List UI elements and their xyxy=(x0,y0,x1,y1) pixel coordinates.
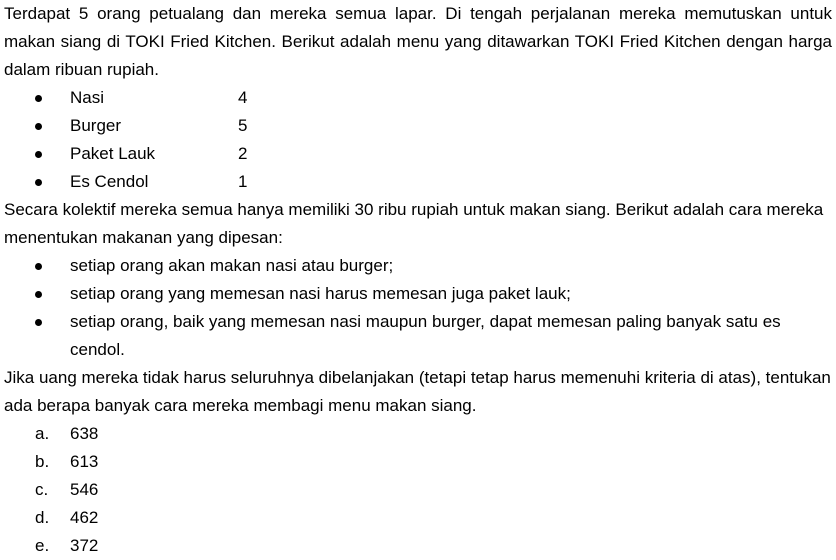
menu-item-price: 1 xyxy=(238,172,248,191)
menu-item-name: Es Cendol xyxy=(70,172,149,191)
bullet-icon xyxy=(35,319,42,326)
question-paragraph: Jika uang mereka tidak harus seluruhnya dibelanjakan (tetapi tetap harus memenuhi kriteria di atas), tentukan ada berapa banyak cara mereka membagi menu makan siang. xyxy=(4,368,831,415)
rule-item xyxy=(4,308,832,364)
menu-list xyxy=(4,84,832,196)
option-value: 546 xyxy=(70,480,99,499)
bullet-icon xyxy=(35,291,42,298)
option-value: 613 xyxy=(70,452,99,471)
menu-item-price: 2 xyxy=(238,144,248,163)
menu-item xyxy=(4,84,832,112)
menu-item-price: 5 xyxy=(238,116,248,135)
menu-item xyxy=(4,140,832,168)
option-letter: a. xyxy=(35,424,50,443)
answer-option-c[interactable] xyxy=(4,476,832,504)
option-letter: b. xyxy=(35,452,50,471)
answer-option-e[interactable] xyxy=(4,532,832,560)
answer-option-b[interactable] xyxy=(4,448,832,476)
answer-option-d[interactable] xyxy=(4,504,832,532)
rules-list xyxy=(4,252,832,364)
rule-item xyxy=(4,252,832,280)
answer-option-a[interactable] xyxy=(4,420,832,448)
bullet-icon xyxy=(35,151,42,158)
menu-item xyxy=(4,112,832,140)
option-letter: d. xyxy=(35,508,50,527)
bullet-icon xyxy=(35,95,42,102)
rule-item xyxy=(4,280,832,308)
rule-text: setiap orang akan makan nasi atau burger; xyxy=(70,256,394,275)
menu-item xyxy=(4,168,832,196)
menu-item-price: 4 xyxy=(238,88,248,107)
menu-item-name: Paket Lauk xyxy=(70,144,156,163)
option-letter: c. xyxy=(35,480,49,499)
menu-item-name: Nasi xyxy=(70,88,105,107)
answer-options xyxy=(4,420,832,560)
option-value: 372 xyxy=(70,536,99,555)
rule-text: setiap orang yang memesan nasi harus memesan juga paket lauk; xyxy=(70,284,571,303)
rule-text: setiap orang, baik yang memesan nasi maupun burger, dapat memesan paling banyak satu es cendol. xyxy=(70,312,781,359)
menu-item-name: Burger xyxy=(70,116,122,135)
bullet-icon xyxy=(35,263,42,270)
bullet-icon xyxy=(35,179,42,186)
option-value: 638 xyxy=(70,424,99,443)
bullet-icon xyxy=(35,123,42,130)
option-value: 462 xyxy=(70,508,99,527)
option-letter: e. xyxy=(35,536,50,555)
intro-paragraph: Terdapat 5 orang petualang dan mereka semua lapar. Di tengah perjalanan mereka memutuskan untuk makan siang di TOKI Fried Kitchen. Berikut adalah menu yang ditawarkan TOKI Fried Kitchen dengan harga dalam ribuan rupiah. xyxy=(4,4,832,79)
rules-intro-paragraph: Secara kolektif mereka semua hanya memiliki 30 ribu rupiah untuk makan siang. Berikut adalah cara mereka menentukan makanan yang dipesan: xyxy=(4,200,824,247)
